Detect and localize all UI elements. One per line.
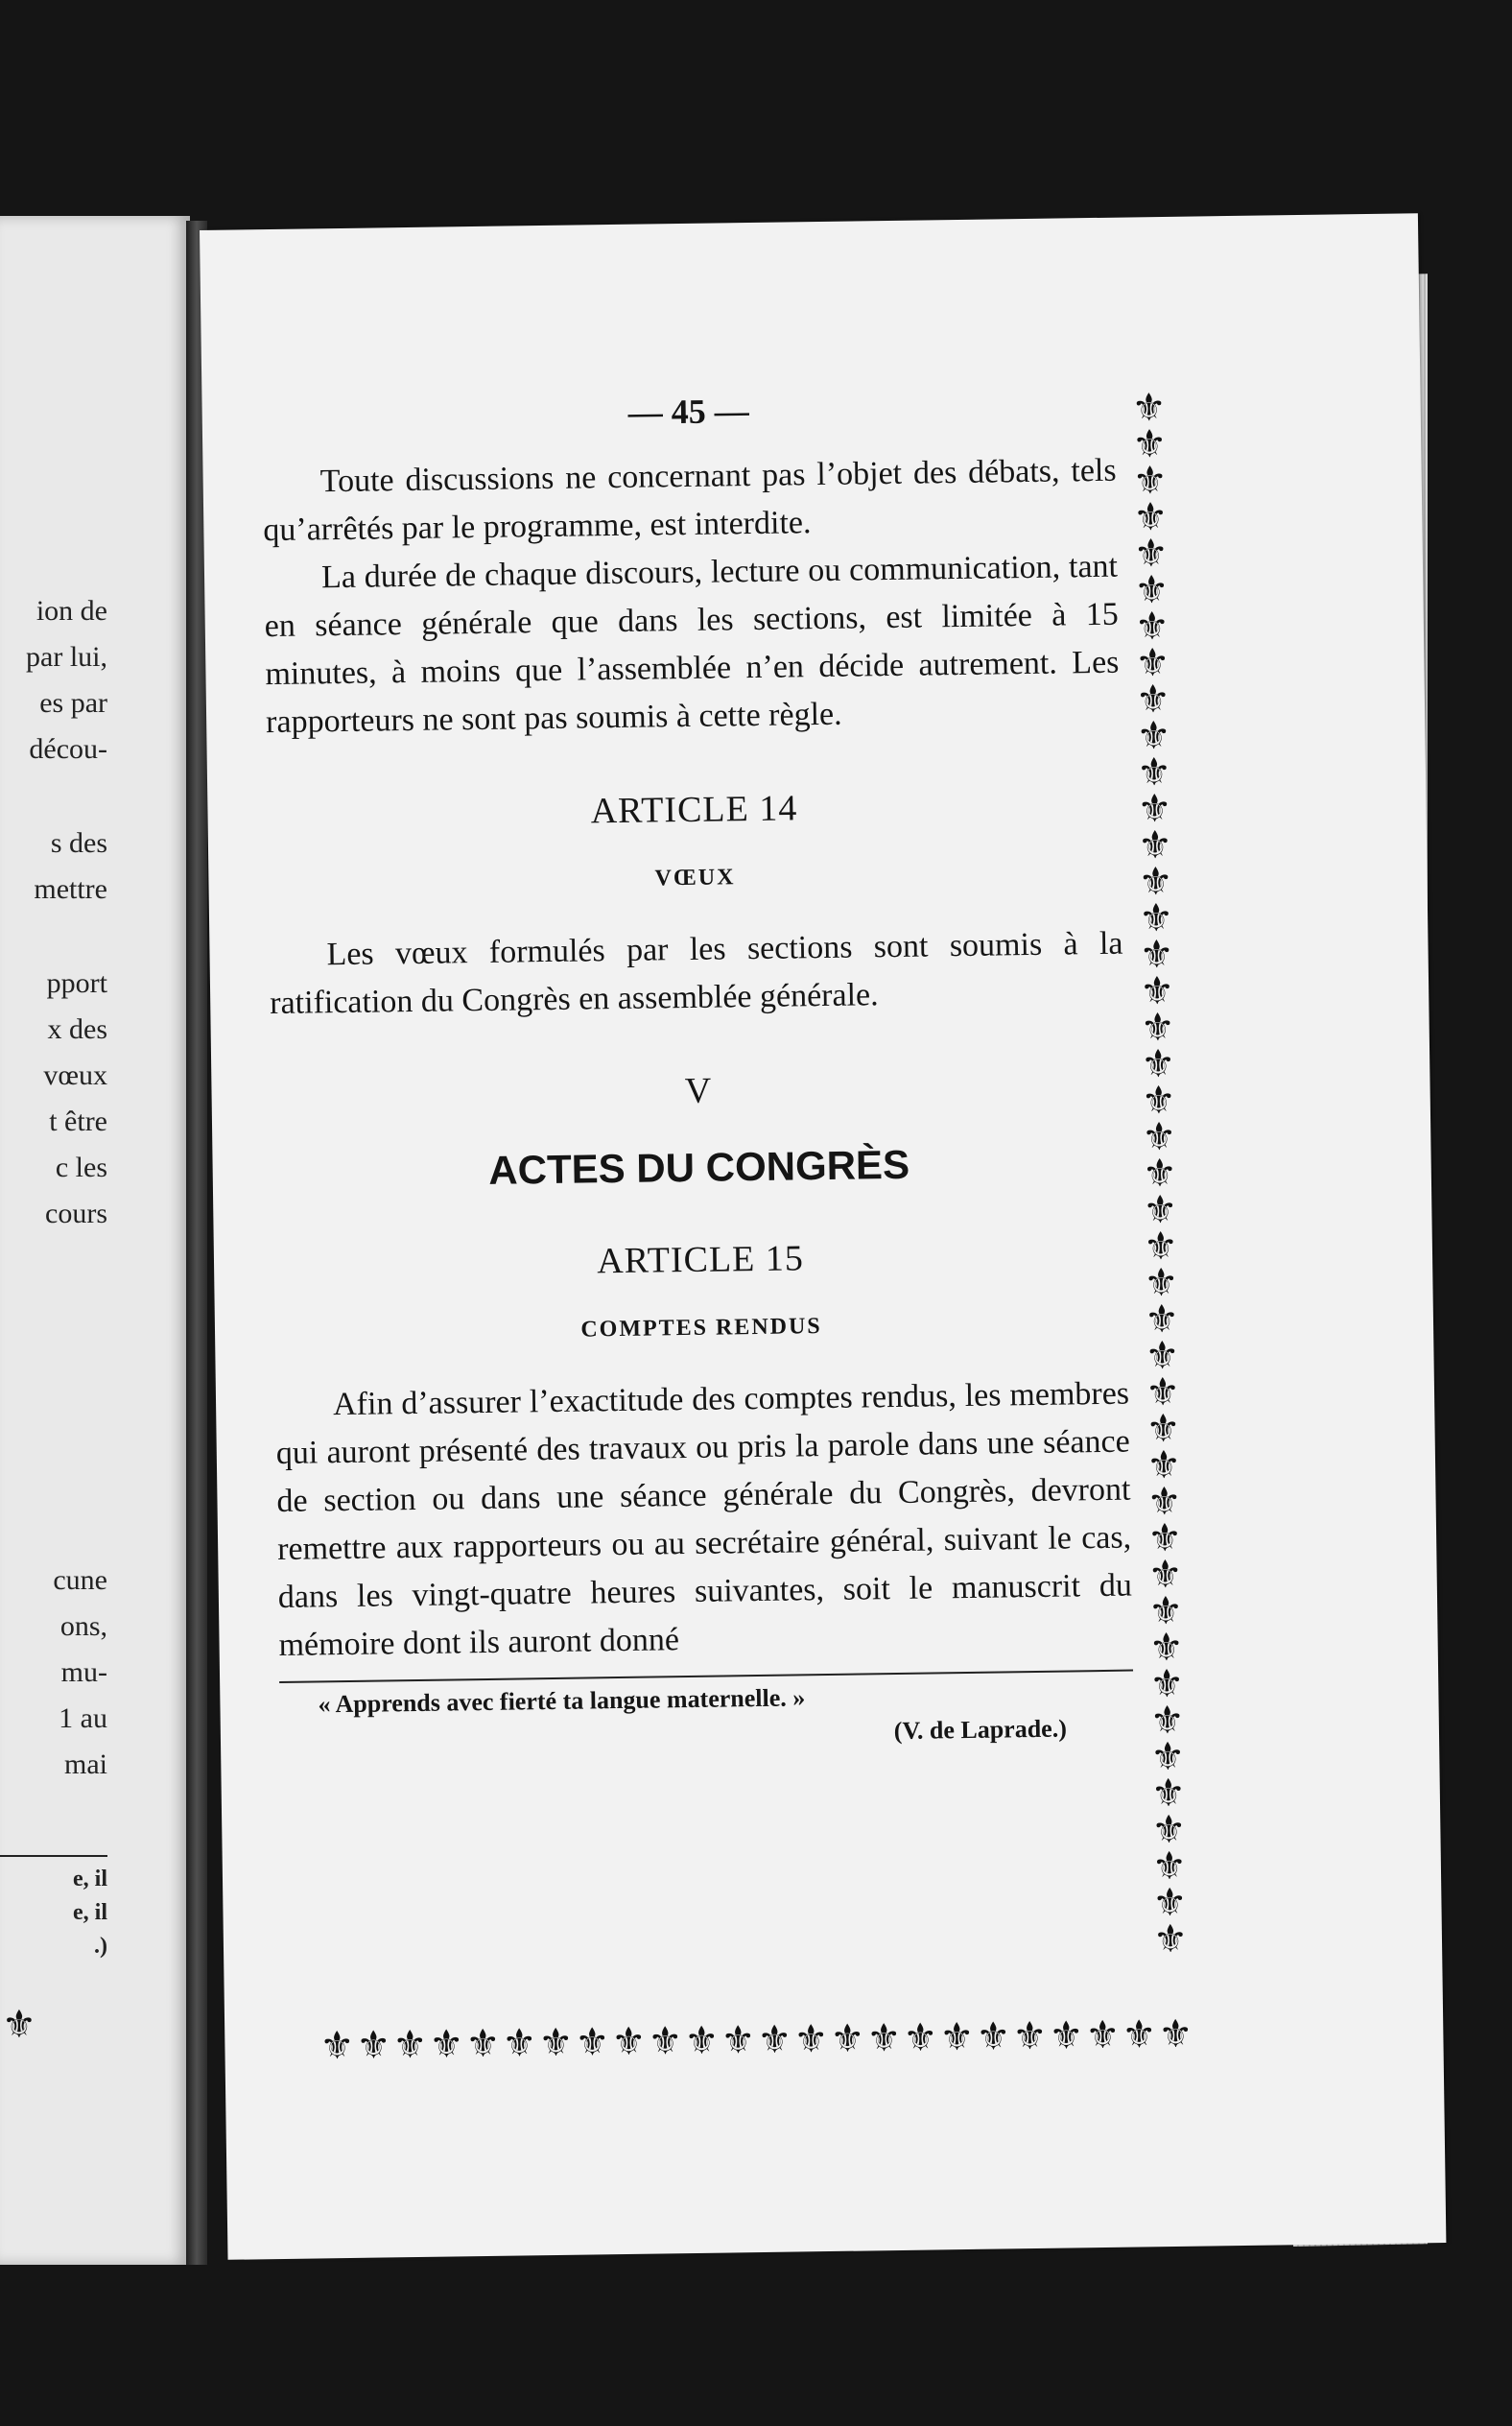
fleur-de-lis-icon: ⚜ <box>1133 494 1169 539</box>
fleur-de-lis-icon: ⚜ <box>1148 1661 1185 1706</box>
left-page-line: ons, <box>59 1610 107 1642</box>
left-page-line: cours <box>45 1198 107 1229</box>
left-page-line: cune <box>53 1564 107 1596</box>
fleur-de-lis-icon: ⚜ <box>319 2023 355 2068</box>
fleur-de-lis-icon: ⚜ <box>1142 1114 1177 1159</box>
fleur-de-lis-icon: ⚜ <box>1137 786 1172 831</box>
article-15-text: Afin d’assurer l’exactitude des comptes rendus, les membres qui auront présenté des travaux ou pris la parole dans une séance de section ou dans une séance générale du Congrès, devront remettre aux rapporteurs ou au secrétaire général, suivant le cas, dans les vingt-quatre heures suivantes, soit le manuscrit du mémoire dont ils auront donné <box>275 1375 1133 1663</box>
left-page-line: es par <box>39 687 107 719</box>
fleur-de-lis-icon: ⚜ <box>1152 1880 1188 1925</box>
left-page-line: e, il <box>73 1867 107 1891</box>
left-page-line: c les <box>55 1152 107 1183</box>
left-facing-page <box>0 216 190 2265</box>
fleur-de-lis-icon: ⚜ <box>1143 1224 1179 1269</box>
fleur-de-lis-icon: ⚜ <box>1132 458 1168 503</box>
left-page-line: ion de <box>35 595 107 627</box>
fleur-de-lis-icon: ⚜ <box>1136 713 1171 758</box>
fleur-de-lis-icon: ⚜ <box>1122 2012 1157 2057</box>
fleur-de-lis-icon: ⚜ <box>465 2021 501 2066</box>
left-page-line: x des <box>47 1013 107 1045</box>
fleur-de-lis-icon: ⚜ <box>1158 2011 1193 2057</box>
fleur-de-lis-icon: ⚜ <box>1148 1625 1184 1670</box>
left-page-line: mettre <box>34 873 107 905</box>
fleur-de-lis-icon: ⚜ <box>1143 1187 1178 1232</box>
fleur-de-lis-icon: ⚜ <box>1133 531 1169 576</box>
fleur-de-lis-icon: ⚜ <box>1136 749 1172 795</box>
fleur-de-lis-icon: ⚜ <box>1139 932 1174 977</box>
fleur-de-lis-icon: ⚜ <box>1141 1078 1176 1123</box>
left-page-line: t être <box>49 1106 107 1137</box>
fleur-de-lis-icon: ⚜ <box>1145 1333 1180 1378</box>
fleur-de-lis-icon: ⚜ <box>356 2023 391 2067</box>
article-15-title: ARTICLE 15 <box>596 1238 805 1282</box>
fleur-de-lis-icon: ⚜ <box>830 2016 865 2061</box>
left-page-line: par lui, <box>26 641 107 673</box>
fleur-de-lis-icon: ⚜ <box>793 2017 829 2061</box>
footnote-attribution: (V. de Laprade.) <box>893 1714 1068 1746</box>
left-page-line: e, il <box>73 1900 107 1925</box>
fleur-de-lis-icon: ⚜ <box>2 2003 36 2046</box>
fleur-de-lis-icon: ⚜ <box>1142 1151 1178 1196</box>
fleur-de-lis-icon: ⚜ <box>721 2018 756 2062</box>
left-page-line: s des <box>50 827 107 859</box>
left-page-line: 1 au <box>59 1702 107 1734</box>
section-title: ACTES DU CONGRÈS <box>488 1141 910 1193</box>
fleur-de-lis-icon: ⚜ <box>1137 822 1173 868</box>
fleur-de-lis-icon: ⚜ <box>1131 421 1168 466</box>
fleur-de-lis-icon: ⚜ <box>1146 1406 1181 1451</box>
paragraph-duree: La durée de chaque discours, lecture ou communication, tant en séance générale que dans les sections, est limitée à 15 minutes, à moins que l’assemblée n’en décide autrement. Les rapporteurs ne sont pas soumis à cette règle. <box>264 548 1120 741</box>
fleur-de-lis-border-right <box>1124 385 1194 1962</box>
fleur-de-lis-icon: ⚜ <box>1138 859 1173 904</box>
fleur-de-lis-icon: ⚜ <box>1012 2013 1048 2058</box>
fleur-de-lis-icon: ⚜ <box>1134 567 1169 612</box>
article-14-title: ARTICLE 14 <box>590 788 798 832</box>
fleur-de-lis-icon: ⚜ <box>1146 1479 1182 1524</box>
left-page-line: .) <box>94 1934 107 1959</box>
fleur-de-lis-icon: ⚜ <box>976 2014 1011 2058</box>
fleur-de-lis-icon: ⚜ <box>1135 640 1170 685</box>
left-page-line: décou- <box>29 733 107 765</box>
fleur-de-lis-icon: ⚜ <box>648 2019 683 2063</box>
fleur-de-lis-icon: ⚜ <box>1147 1552 1183 1597</box>
fleur-de-lis-icon: ⚜ <box>1139 968 1175 1013</box>
fleur-de-lis-icon: ⚜ <box>1145 1369 1181 1415</box>
left-page-line: mai <box>64 1748 107 1780</box>
fleur-de-lis-icon: ⚜ <box>1146 1515 1183 1560</box>
fleur-de-lis-icon: ⚜ <box>1144 1296 1180 1342</box>
fleur-de-lis-icon: ⚜ <box>1151 1843 1188 1889</box>
fleur-de-lis-icon: ⚜ <box>611 2019 647 2064</box>
footnote-quote: « Apprends avec fierté ta langue maternelle. » <box>318 1683 806 1719</box>
fleur-de-lis-icon: ⚜ <box>1144 1260 1179 1305</box>
fleur-de-lis-icon: ⚜ <box>1152 1916 1189 1962</box>
fleur-de-lis-icon: ⚜ <box>1151 1807 1187 1852</box>
fleur-de-lis-icon: ⚜ <box>575 2020 610 2064</box>
fleur-de-lis-icon: ⚜ <box>903 2015 938 2059</box>
fleur-de-lis-icon: ⚜ <box>1150 1734 1186 1779</box>
fleur-de-lis-icon: ⚜ <box>1134 604 1170 649</box>
fleur-de-lis-icon: ⚜ <box>1131 385 1167 430</box>
fleur-de-lis-icon: ⚜ <box>392 2022 428 2067</box>
fleur-de-lis-icon: ⚜ <box>757 2017 792 2062</box>
fleur-de-lis-icon: ⚜ <box>684 2018 720 2063</box>
fleur-de-lis-icon: ⚜ <box>939 2014 975 2059</box>
fleur-de-lis-icon: ⚜ <box>1085 2012 1121 2057</box>
page-45 <box>200 213 1446 2260</box>
paragraph-discussions: Toute discussions ne concernant pas l’objet des débats, tels qu’arrêtés par le programme, est interdite. <box>263 452 1117 549</box>
article-14-text: Les vœux formulés par les sections sont soumis à la ratification du Congrès en assemblée générale. <box>269 925 1123 1022</box>
fleur-de-lis-icon: ⚜ <box>429 2022 464 2066</box>
fleur-de-lis-icon: ⚜ <box>1140 1041 1176 1086</box>
left-page-line: pport <box>46 967 107 999</box>
fleur-de-lis-icon: ⚜ <box>1149 1698 1186 1743</box>
fleur-de-lis-icon: ⚜ <box>1135 677 1171 722</box>
fleur-de-lis-icon: ⚜ <box>1147 1588 1184 1633</box>
left-page-line: vœux <box>43 1059 107 1091</box>
fleur-de-lis-icon: ⚜ <box>1146 1442 1182 1487</box>
left-footnote-rule <box>0 1855 107 1857</box>
fleur-de-lis-icon: ⚜ <box>1049 2013 1084 2057</box>
article-14-subtitle: VŒUX <box>654 865 736 892</box>
left-page-line: mu- <box>60 1656 107 1688</box>
fleur-de-lis-icon: ⚜ <box>1138 895 1174 940</box>
fleur-de-lis-icon: ⚜ <box>1150 1771 1187 1816</box>
fleur-de-lis-icon: ⚜ <box>866 2015 902 2060</box>
fleur-de-lis-icon: ⚜ <box>502 2021 537 2065</box>
fleur-de-lis-border-bottom <box>224 2011 1193 2068</box>
page-number: — 45 — <box>627 392 749 432</box>
fleur-de-lis-icon: ⚜ <box>538 2020 574 2065</box>
section-roman-numeral: V <box>684 1070 712 1112</box>
article-15-subtitle: COMPTES RENDUS <box>580 1314 822 1343</box>
page-content <box>261 386 1134 1754</box>
fleur-de-lis-icon: ⚜ <box>1140 1005 1175 1050</box>
